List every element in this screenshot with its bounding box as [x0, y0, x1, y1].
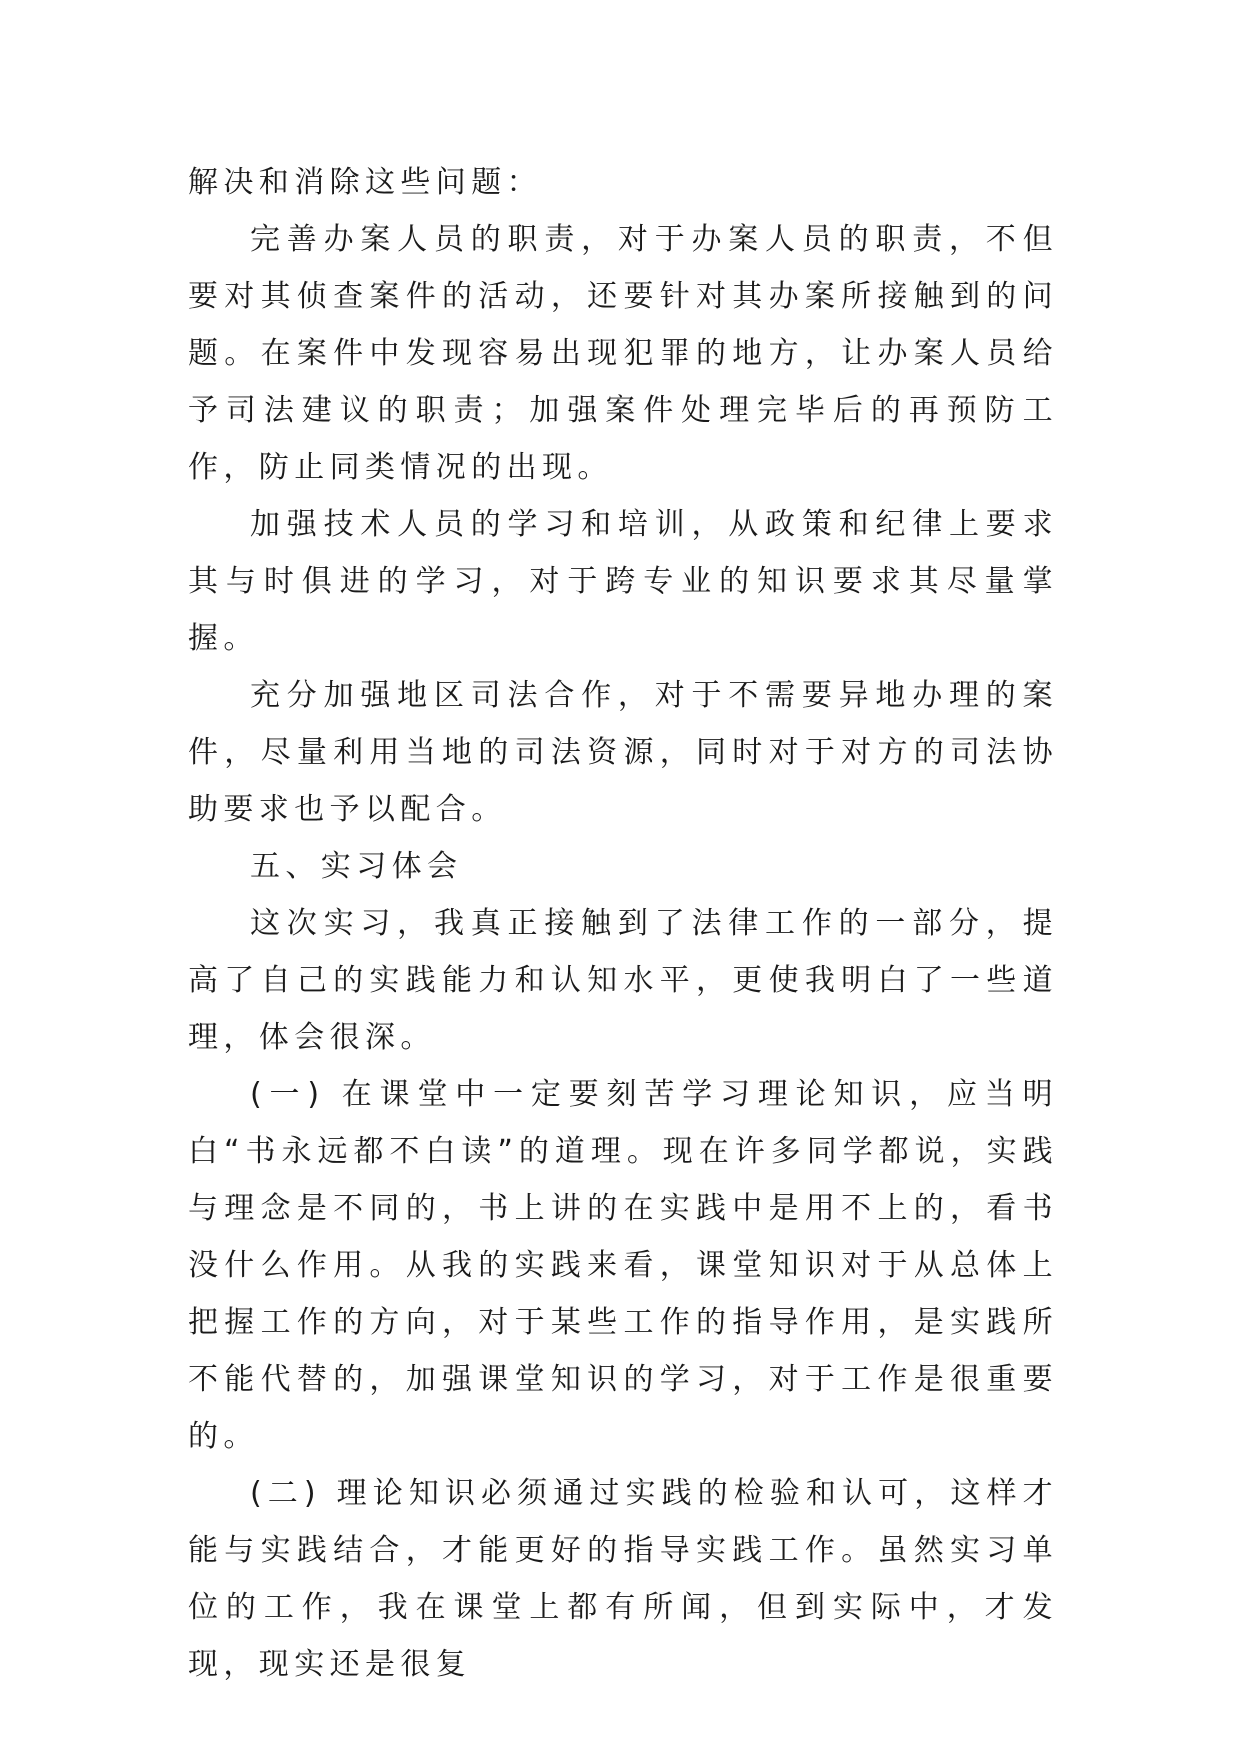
paragraph-experience: 这次实习，我真正接触到了法律工作的一部分，提高了自己的实践能力和认知水平，更使我明白了一些道理，体会很深。	[188, 906, 1058, 1055]
body-text	[188, 154, 1058, 1693]
paragraph-point-one: (一) 在课堂中一定要刻苦学习理论知识，应当明白“书永远都不白读”的道理。现在许多同学都说，实践与理念是不同的，书上讲的在实践中是用不上的，看书没什么作用。从我的实践来看，课堂知识对于从总体上把握工作的方向，对于某些工作的指导作用，是实践所不能代替的，加强课堂知识的学习，对于工作是很重要的。	[188, 1077, 1058, 1454]
paragraph-cooperation: 充分加强地区司法合作，对于不需要异地办理的案件，尽量利用当地的司法资源，同时对于对方的司法协助要求也予以配合。	[188, 678, 1058, 827]
paragraph-point-two: (二) 理论知识必须通过实践的检验和认可，这样才能与实践结合，才能更好的指导实践工作。虽然实习单位的工作，我在课堂上都有所闻，但到实际中，才发现，现实还是很复	[188, 1476, 1058, 1682]
paragraph-training: 加强技术人员的学习和培训，从政策和纪律上要求其与时俱进的学习，对于跨专业的知识要求其尽量掌握。	[188, 507, 1058, 656]
paragraph-duties: 完善办案人员的职责，对于办案人员的职责，不但要对其侦查案件的活动，还要针对其办案所接触到的问题。在案件中发现容易出现犯罪的地方，让办案人员给予司法建议的职责；加强案件处理完毕后的再预防工作，防止同类情况的出现。	[188, 222, 1058, 485]
paragraph-intro: 解决和消除这些问题：	[188, 165, 542, 200]
section-heading: 五、实习体会	[250, 849, 463, 884]
